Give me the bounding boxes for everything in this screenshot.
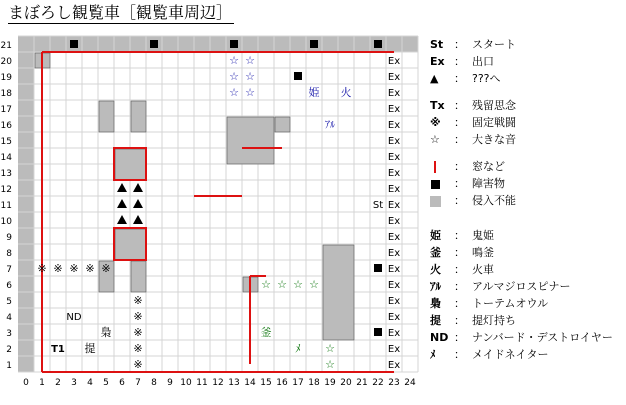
exit-label: Ex [387, 152, 401, 163]
legend-separator: ： [454, 72, 465, 85]
impassable-block [131, 101, 146, 132]
legend-symbol: ☆ [430, 133, 440, 146]
stairs-triangle [117, 183, 127, 192]
x-axis-label: 23 [388, 378, 400, 388]
legend-symbol: 姫 [430, 229, 441, 242]
map-symbol: 提 [84, 342, 96, 355]
legend-separator: ： [454, 331, 465, 344]
map-symbol: ☆ [229, 70, 239, 83]
legend-label: 侵入不能 [472, 194, 516, 207]
exit-label: Ex [387, 56, 401, 67]
y-axis-label: 2 [6, 345, 12, 355]
blocked-swatch-icon [430, 192, 452, 209]
x-axis-label: 18 [308, 378, 320, 388]
legend-symbol: ※ [430, 116, 441, 129]
x-axis-label: 2 [55, 378, 61, 388]
map-symbol: ☆ [261, 278, 271, 291]
map-symbol: ※ [133, 358, 143, 371]
stairs-triangle [117, 199, 127, 208]
x-axis-label: 24 [404, 378, 416, 388]
y-axis-label: 21 [0, 41, 12, 51]
legend-label: 提灯持ち [472, 314, 516, 327]
y-axis-label: 17 [0, 105, 12, 115]
impassable-block [323, 245, 354, 340]
exit-label: Ex [387, 360, 401, 371]
y-axis-label: 15 [0, 137, 12, 147]
legend-separator: ： [454, 314, 465, 327]
legend-separator: ： [454, 297, 465, 310]
x-axis-label: 8 [151, 378, 157, 388]
obstacle-swatch-icon [430, 175, 452, 192]
map-symbol: ☆ [245, 86, 255, 99]
y-axis-label: 6 [6, 281, 12, 291]
impassable-block [115, 229, 146, 260]
map-symbol: ※ [133, 326, 143, 339]
map-symbol: ※ [133, 310, 143, 323]
map-symbol: ☆ [277, 278, 287, 291]
y-axis-label: 3 [6, 329, 12, 339]
impassable-block [99, 101, 114, 132]
map-symbol: ☆ [245, 54, 255, 67]
map-symbol: ※ [133, 294, 143, 307]
stairs-triangle [133, 183, 143, 192]
map-symbol: ※ [53, 262, 63, 275]
exit-label: Ex [387, 264, 401, 275]
x-axis-label: 22 [372, 378, 384, 388]
exit-label: Ex [387, 344, 401, 355]
legend-label: メイドネイター [472, 348, 549, 361]
legend-label: アルマジロスピナー [472, 280, 571, 293]
obstacle-marker [70, 40, 78, 48]
x-axis-label: 13 [228, 378, 240, 388]
exit-label: Ex [387, 232, 401, 243]
y-axis-label: 13 [0, 169, 12, 179]
x-axis-label: 21 [356, 378, 368, 388]
x-axis-label: 17 [292, 378, 304, 388]
map-symbol: 姫 [308, 86, 320, 99]
legend-label: トーテムオウル [472, 297, 549, 310]
window-swatch-icon [430, 158, 452, 175]
y-axis-label: 10 [0, 217, 12, 227]
map-symbol: ☆ [309, 278, 319, 291]
exit-label: Ex [387, 280, 401, 291]
x-axis-label: 5 [103, 378, 109, 388]
y-axis-label: 16 [0, 121, 12, 131]
obstacle-marker [230, 40, 238, 48]
legend-separator: ： [454, 133, 465, 146]
legend-symbol: 火 [430, 263, 441, 276]
legend-label: 出口 [472, 55, 494, 68]
obstacle-marker [294, 72, 302, 80]
y-axis-label: 5 [6, 297, 12, 307]
map-symbol: ※ [133, 342, 143, 355]
legend-separator: ： [454, 177, 465, 190]
exit-label: Ex [387, 136, 401, 147]
legend-separator: ： [454, 99, 465, 112]
x-axis-label: 11 [196, 378, 208, 388]
legend-separator: ： [454, 280, 465, 293]
exit-label: Ex [387, 184, 401, 195]
legend-label: 火車 [472, 263, 494, 276]
x-axis-label: 19 [324, 378, 336, 388]
exit-label: Ex [387, 296, 401, 307]
legend-symbol: Tx [430, 99, 445, 112]
x-axis-label: 6 [119, 378, 125, 388]
impassable-block [227, 117, 274, 164]
map-symbol: ☆ [245, 70, 255, 83]
obstacle-marker [150, 40, 158, 48]
map-symbol: 釜 [260, 326, 272, 339]
map-symbol: 火 [340, 86, 352, 99]
legend-label: ナンバード・デストロイヤー [472, 331, 613, 344]
legend-label: 鳴釜 [472, 246, 494, 259]
legend-label: 障害物 [472, 177, 505, 190]
legend-separator: ： [454, 229, 465, 242]
exit-label: Ex [387, 248, 401, 259]
legend-label: 鬼姫 [472, 229, 494, 242]
exit-label: Ex [387, 120, 401, 131]
map-symbol: St [372, 200, 384, 211]
x-axis-label: 10 [180, 378, 192, 388]
exit-label: Ex [387, 104, 401, 115]
legend-symbol: 梟 [430, 297, 441, 310]
y-axis-label: 8 [6, 249, 12, 259]
map-symbol: ※ [37, 262, 47, 275]
legend-separator: ： [454, 246, 465, 259]
x-axis-label: 1 [39, 378, 45, 388]
x-axis-label: 3 [71, 378, 77, 388]
x-axis-label: 15 [260, 378, 272, 388]
map-symbol: T1 [51, 344, 65, 355]
legend-symbol: ｱﾙ [430, 280, 441, 293]
legend-label: 固定戦闘 [472, 116, 516, 129]
legend-symbol: 釜 [430, 246, 441, 259]
y-axis-label: 4 [6, 313, 12, 323]
map-symbol: ☆ [229, 86, 239, 99]
y-axis-label: 1 [6, 361, 12, 371]
legend-label: スタート [472, 38, 516, 51]
obstacle-marker [374, 264, 382, 272]
map-symbol: 梟 [100, 326, 112, 339]
legend-separator: ： [454, 348, 465, 361]
y-axis-label: 9 [6, 233, 12, 243]
map-symbol: ﾒ [295, 342, 301, 355]
map-symbol: ☆ [293, 278, 303, 291]
impassable-block [275, 117, 290, 132]
legend-symbol: ▲ [430, 72, 439, 85]
stairs-triangle [133, 199, 143, 208]
exit-label: Ex [387, 328, 401, 339]
exit-label: Ex [387, 216, 401, 227]
legend-symbol: 提 [430, 314, 441, 327]
y-axis-label: 20 [0, 57, 12, 67]
exit-label: Ex [387, 168, 401, 179]
legend-symbol: St [430, 38, 444, 51]
legend-label: ???へ [472, 72, 501, 85]
obstacle-marker [374, 328, 382, 336]
page-title: まぼろし観覧車［観覧車周辺］ [8, 3, 233, 22]
y-axis-label: 14 [0, 153, 12, 163]
x-axis-label: 20 [340, 378, 352, 388]
y-axis-label: 18 [0, 89, 12, 99]
exit-label: Ex [387, 312, 401, 323]
x-axis-label: 14 [244, 378, 256, 388]
left-border-band [18, 36, 34, 372]
stairs-triangle [117, 215, 127, 224]
legend-label: 大きな音 [472, 133, 516, 146]
map-symbol: ☆ [325, 342, 335, 355]
legend-symbol: Ex [430, 55, 445, 68]
x-axis-label: 4 [87, 378, 93, 388]
x-axis-label: 16 [276, 378, 288, 388]
map-symbol: ｱﾙ [325, 120, 335, 131]
x-axis-label: 12 [212, 378, 224, 388]
legend-label: 窓など [472, 160, 505, 173]
y-axis-label: 11 [0, 201, 12, 211]
legend-separator: ： [454, 263, 465, 276]
y-axis-label: 12 [0, 185, 12, 195]
obstacle-marker [374, 40, 382, 48]
y-axis-label: 19 [0, 73, 12, 83]
map-symbol: ☆ [325, 358, 335, 371]
legend-symbol: ﾒ [430, 348, 436, 361]
map-symbol: ※ [85, 262, 95, 275]
legend-separator: ： [454, 55, 465, 68]
x-axis-label: 9 [167, 378, 173, 388]
impassable-block [131, 261, 146, 292]
legend-separator: ： [454, 194, 465, 207]
y-axis-label: 7 [6, 265, 12, 275]
exit-label: Ex [387, 88, 401, 99]
map-symbol: ☆ [229, 54, 239, 67]
legend-symbol: ND [430, 331, 449, 344]
map-symbol: ※ [69, 262, 79, 275]
x-axis-label: 7 [135, 378, 141, 388]
obstacle-marker [310, 40, 318, 48]
map-symbol: ※ [101, 262, 111, 275]
exit-label: Ex [387, 200, 401, 211]
legend-separator: ： [454, 160, 465, 173]
x-axis-label: 0 [23, 378, 29, 388]
legend-label: 残留思念 [472, 99, 516, 112]
exit-label: Ex [387, 72, 401, 83]
stairs-triangle [133, 215, 143, 224]
map-symbol: ND [66, 312, 82, 323]
impassable-block [115, 149, 146, 180]
legend-separator: ： [454, 38, 465, 51]
legend-separator: ： [454, 116, 465, 129]
